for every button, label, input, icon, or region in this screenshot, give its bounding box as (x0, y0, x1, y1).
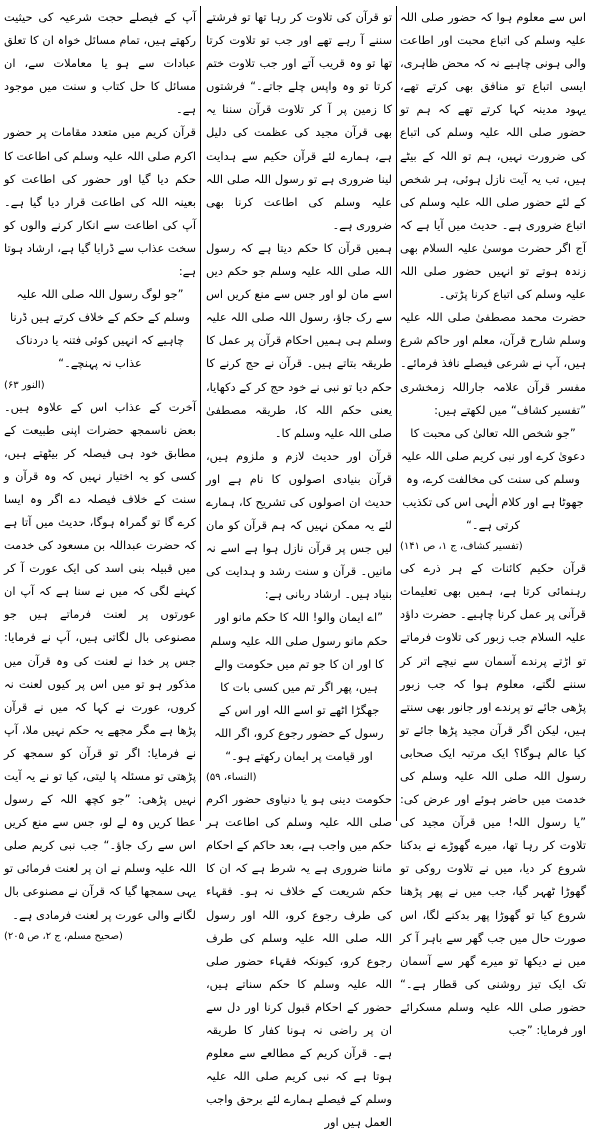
paragraph: تو قرآن کی تلاوت کر رہا تھا تو فرشتے سننے آ رہے تھے اور جب تو تلاوت کرتا تھا تو وہ قریب آتے اور جب تلاوت ختم کرتا تو وہ واپس چلے جاتے۔“ فرشتوں کا زمین پر آ کر تلاوت قرآن سننا یہ بھی قرآن مجید کی عظمت کی دلیل ہے، ہمارے لئے قرآن حکیم سے ہدایت لینا ضروری ہے تو رسول اللہ صلی اللہ علیہ وسلم کی اطاعت کرنا بھی ضروری ہے۔ (206, 10, 392, 232)
left-column (4, 6, 196, 942)
paragraph: حکومت دینی ہو یا دنیاوی حضور اکرم صلی اللہ علیہ وسلم کی اطاعت ہر حکم میں واجب ہے، بعد حاکم کے احکام ماننا ضروری ہے یہ شرط ہے کہ ان کا حکم شریعت کے خلاف نہ ہو۔ فقہاء کی طرف رجوع کرو، اللہ اور رسول اللہ صلی اللہ علیہ وسلم کی طرف رجوع کرو، کیونکہ فقہاء حضور صلی اللہ علیہ وسلم کا حکم سناتے ہیں، حضور کے احکام قبول کرنا اور دل سے ان پر راضی نہ ہونا کفار کا طریقہ ہے۔ قرآن کریم کے مطالعے سے معلوم ہوتا ہے کہ نبی کریم صلی اللہ علیہ وسلم کے فیصلے ہمارے لئے برحق واجب العمل ہیں اور (206, 792, 392, 1130)
citation: (النور ۶۳) (4, 379, 45, 391)
column-divider (200, 6, 201, 821)
paragraph: حضرت محمد مصطفیٰ صلی اللہ علیہ وسلم شارح قرآن، معلم اور حاکم شرع ہیں، آپ نے شرعی فیصلے نافذ فرمائے۔ مفسر قرآن علامہ جاراللہ زمخشری ”تفسیر کشاف“ میں لکھتے ہیں: (400, 310, 586, 417)
citation: (النساء، ۵۹) (206, 772, 257, 784)
quotation: ”جو لوگ رسول اللہ صلی اللہ علیہ وسلم کے حکم کے خلاف کرتے ہیں ڈرنا چاہیے کہ انہیں کوئی فتنہ یا دردناک عذاب نہ پہنچے۔“ (9, 287, 191, 371)
paragraph: قرآن حکیم کائنات کے ہر ذرے کی رہنمائی کرتا ہے، ہمیں بھی تعلیمات قرآنی پر عمل کرنا چاہیے۔ حضرت داؤد علیہ السلام جب زبور کی تلاوت فرماتے تو اڑتے پرندے آسمان سے نیچے اتر کر سننے لگتے، معلوم ہوا کہ جب زبور پڑھی جائے تو پرندے اور جانور بھی سنتے ہیں، لیکن اگر قرآن مجید پڑھا جائے تو کیا عالم ہوگا؟ ایک مرتبہ ایک صحابی رسول اللہ صلی اللہ علیہ وسلم کی خدمت میں حاضر ہوئے اور عرض کی: ”یا رسول اللہ! میں قرآن مجید کی تلاوت کر رہا تھا، میرے گھوڑے نے بدکنا شروع کر دیا، میں نے تلاوت روکی تو گھوڑا ٹھہر گیا، جب میں نے پھر پڑھنا شروع کیا تو گھوڑا پھر بدکنے لگا، اس صورت حال میں جب گھر سے باہر آ کر میں نے دیکھا تو میرے گھر سے آسمان تک ایک تیز روشنی کی قطار ہے۔“ حضور صلی اللہ علیہ وسلم مسکرائے اور فرمایا: ”جب (400, 561, 586, 1038)
middle-column (206, 6, 392, 1130)
paragraph: ہمیں قرآن کا حکم دیتا ہے کہ رسول اللہ صلی اللہ علیہ وسلم جو حکم دیں اسے مان لو اور جس سے منع کریں اس سے رک جاؤ، رسول اللہ صلی اللہ علیہ وسلم ہی ہمیں احکام قرآن پر عمل کا طریقہ بتاتے ہیں۔ قرآن نے حج کرنے کا حکم دیا تو نبی نے خود حج کر کے دکھایا، یعنی حکم اللہ کا، طریقہ مصطفیٰ صلی اللہ علیہ وسلم کا۔ (206, 240, 392, 440)
quotation: ”جو شخص اللہ تعالیٰ کی محبت کا دعویٰ کرے اور نبی کریم صلی اللہ علیہ وسلم کی سنت کی مخالفت کرے، وہ جھوٹا ہے اور کلام الٰہی اس کی تکذیب کرتی ہے۔“ (401, 425, 585, 533)
column-divider (396, 6, 397, 821)
paragraph: اس سے معلوم ہوا کہ حضور صلی اللہ علیہ وسلم کی اتباع محبت اور اطاعت والی ہونی چاہیے نہ کہ محض ظاہری، ایسی اتباع تو منافق بھی کرتے تھے، یہود مدینہ کہا کرتے تھے کہ ہم تو حضور صلی اللہ علیہ وسلم کی اتباع کی ضرورت نہیں، ہم تو اللہ کے بیٹے ہیں، تب یہ آیت نازل ہوئی، ہر شخص کے لئے حضور صلی اللہ علیہ وسلم کی اتباع ضروری ہے۔ حدیث میں آیا ہے کہ آج اگر حضرت موسیٰ علیہ السلام بھی زندہ ہوتے تو انہیں حضور صلی اللہ علیہ وسلم کی اتباع کرنا پڑتی۔ (400, 10, 586, 302)
right-column (400, 6, 586, 1038)
paragraph: قرآن کریم میں متعدد مقامات پر حضور اکرم صلی اللہ علیہ وسلم کی اطاعت کا حکم دیا گیا اور حضور کی اطاعت کو بعینہ اللہ کی اطاعت قرار دیا گیا ہے۔ آپ کی اطاعت سے انکار کرنے والوں کو سخت عذاب سے ڈرایا گیا ہے، ارشاد ہوتا ہے: (4, 125, 196, 279)
citation: (تفسیر کشاف، ج ۱، ص ۱۴۱) (400, 541, 523, 553)
paragraph: قرآن اور حدیث لازم و ملزوم ہیں، قرآن بنیادی اصولوں کا نام ہے اور حدیث ان اصولوں کی تشریح کا، ہمارے لئے یہ ممکن نہیں کہ ہم قرآن کو مان لیں جس پر قرآن نازل ہوا ہے اسے نہ مانیں۔ قرآن و سنت رشد و ہدایت کی بنیاد ہیں۔ ارشاد ربانی ہے: (206, 448, 392, 602)
citation: (صحیح مسلم، ج ۲، ص ۲۰۵) (4, 930, 123, 942)
paragraph: آخرت کے عذاب اس کے علاوہ ہیں۔ بعض ناسمجھ حضرات اپنی طبیعت کے مطابق خود ہی فیصلہ کر بیٹھتے ہیں، کسی کو یہ اختیار نہیں کہ وہ قرآن و سنت کے خلاف فیصلہ دے اگر وہ ایسا کرے گا تو گمراہ ہوگا، حدیث میں آتا ہے کہ حضرت عبداللہ بن مسعود کی خدمت میں قبیلہ بنی اسد کی ایک عورت آ کر کہنے لگی کہ میں نے سنا ہے کہ آپ ان عورتوں پر لعنت فرماتے ہیں جو مصنوعی بال لگاتی ہیں، آپ نے فرمایا: جس پر خدا نے لعنت کی وہ قرآن میں مذکور ہو تو میں اس پر کیوں لعنت نہ کروں، عورت نے کہا کہ میں نے قرآن پڑھا ہے مگر مجھے یہ حکم نہیں ملا، آپ نے فرمایا: اگر تو قرآن کو سمجھ کر پڑھتی تو مسئلہ پا لیتی، کیا تو نے یہ آیت نہیں پڑھی: ”جو کچھ اللہ کے رسول عطا کریں وہ لے لو، جس سے منع کریں اس سے رک جاؤ۔“ جب نبی کریم صلی اللہ علیہ وسلم نے ان پر لعنت فرمائی تو یہی سمجھا گیا کہ قرآن نے مصنوعی بال لگانے والی عورت پر لعنت فرمادی ہے۔ (4, 399, 196, 922)
quotation: ”اے ایمان والو! اللہ کا حکم مانو اور حکم مانو رسول صلی اللہ علیہ وسلم کا اور ان کا جو تم میں حکومت والے ہیں، پھر اگر تم میں کسی بات کا جھگڑا اٹھے تو اسے اللہ اور اس کے رسول کے حضور رجوع کرو، اگر اللہ اور قیامت پر ایمان رکھتے ہو۔“ (210, 610, 388, 763)
paragraph: آپ کے فیصلے حجت شرعیہ کی حیثیت رکھتے ہیں، تمام مسائل خواہ ان کا تعلق عبادات سے ہو یا معاملات سے، ان مسائل کا حل کتاب و سنت میں موجود ہے۔ (4, 10, 196, 117)
